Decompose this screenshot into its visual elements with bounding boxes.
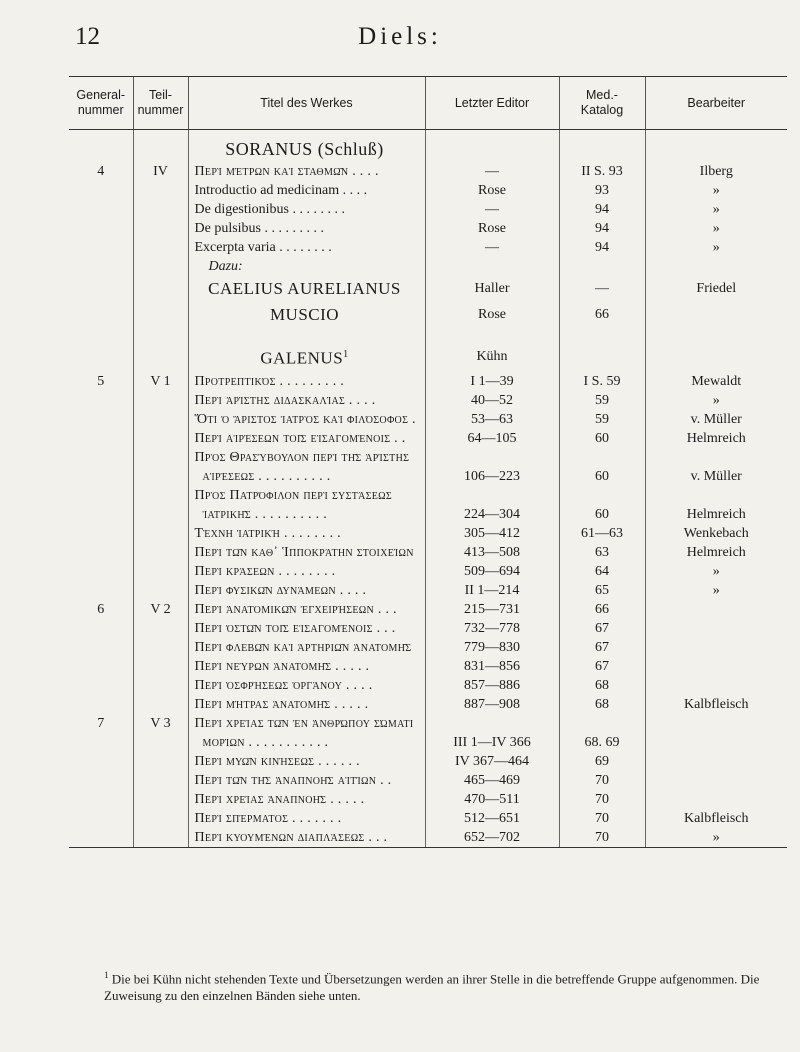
dazu-label: Dazu:: [188, 257, 425, 276]
table-row: [69, 695, 787, 714]
table-row: [69, 562, 787, 581]
col-label: Teil- nummer: [137, 88, 184, 117]
catalog: 94: [559, 200, 645, 219]
catalog: 94: [559, 238, 645, 257]
catalog: 59: [559, 391, 645, 410]
table-row: [69, 581, 787, 600]
catalog: 70: [559, 771, 645, 790]
editor: II 1—214: [425, 581, 559, 600]
editor: 470—511: [425, 790, 559, 809]
editor-assigned: Helmreich: [645, 505, 787, 524]
editor-assigned: »: [645, 238, 787, 257]
work-title: Περὶ φυσικῶν δυνάμεων . . . .: [188, 581, 425, 600]
catalog: II S. 93: [559, 162, 645, 181]
table-row: [69, 809, 787, 828]
section-heading: SORANUS (Schluß): [188, 136, 425, 162]
catalog: 60: [559, 429, 645, 448]
catalog: 68: [559, 676, 645, 695]
work-title: Περὶ ὀσφρήσεως ὀργάνου . . . .: [188, 676, 425, 695]
editor-assigned: »: [645, 200, 787, 219]
editor: 40—52: [425, 391, 559, 410]
table-row: [69, 714, 787, 733]
table-row: [69, 505, 787, 524]
catalog: 67: [559, 638, 645, 657]
work-title: Περὶ αἱρέσεων τοῖς εἰσαγομένοις . .: [188, 429, 425, 448]
catalog: 60: [559, 505, 645, 524]
work-title: Προτρεπτικός . . . . . . . . .: [188, 372, 425, 391]
catalog: —: [559, 276, 645, 302]
part-number: V 3: [133, 714, 188, 733]
editor: III 1—IV 366: [425, 733, 559, 752]
catalog: 68. 69: [559, 733, 645, 752]
table-row: [69, 486, 787, 505]
catalog: 93: [559, 181, 645, 200]
editor: 887—908: [425, 695, 559, 714]
work-title: Περὶ φλεβῶν καὶ ἀρτηριῶν ἀνατομῆς: [188, 638, 425, 657]
col-header-bearbeiter: [645, 77, 787, 130]
section-heading: MUSCIO: [188, 302, 425, 328]
editor: Kühn: [425, 342, 559, 372]
catalog: 65: [559, 581, 645, 600]
work-title-continued: μορίων . . . . . . . . . . .: [188, 733, 425, 752]
dazu-row: [69, 257, 787, 276]
col-label: Titel des Werkes: [260, 95, 353, 110]
running-title: Diels:: [358, 23, 442, 50]
section-soranus: [69, 136, 787, 162]
table-row: [69, 181, 787, 200]
editor: 465—469: [425, 771, 559, 790]
catalog: 59: [559, 410, 645, 429]
editor-assigned: Kalbfleisch: [645, 809, 787, 828]
editor: 224—304: [425, 505, 559, 524]
section-muscio: [69, 302, 787, 328]
work-title: Πρὸς Πατρόφιλον περὶ συστάσεως: [188, 486, 425, 505]
work-title: Πρὸς Θρασύβουλον περὶ τῆς ἀρίστης: [188, 448, 425, 467]
table-row: [69, 638, 787, 657]
general-number: 5: [97, 373, 105, 389]
footnote-text: Die bei Kühn nicht stehenden Texte und Übersetzungen werden an ihrer Stelle in die betreffende Gruppe aufgenommen. Die Zuweisung zu den einzelnen Bänden siehe unten.: [104, 971, 760, 1004]
work-title: De pulsibus . . . . . . . . .: [188, 219, 425, 238]
work-title: Περὶ ὀστῶν τοῖς εἰσαγομένοις . . .: [188, 619, 425, 638]
footnote-mark: 1: [104, 970, 109, 980]
work-title: Ὅτι ὁ ἄριστος ἰατρὸς καὶ φιλόσοφος .: [188, 410, 425, 429]
table-row: [69, 162, 787, 181]
col-label: Letzter Editor: [454, 95, 530, 110]
table-row: [69, 524, 787, 543]
editor: 509—694: [425, 562, 559, 581]
general-number: 4: [97, 164, 105, 179]
editor: 413—508: [425, 543, 559, 562]
footnote-mark: 1: [343, 349, 349, 360]
catalog: 63: [559, 543, 645, 562]
editor: 652—702: [425, 828, 559, 848]
editor-assigned: Wenkebach: [645, 524, 787, 543]
work-title-continued: αἱρέσεως . . . . . . . . . .: [188, 467, 425, 486]
table-row: [69, 619, 787, 638]
work-title: Περὶ ἀρίστης διδασκαλίας . . . .: [188, 391, 425, 410]
col-header-generalnummer: [69, 77, 133, 130]
editor: 857—886: [425, 676, 559, 695]
editor: 732—778: [425, 619, 559, 638]
editor: 831—856: [425, 657, 559, 676]
section-galenus: [69, 342, 787, 372]
section-caelius: [69, 276, 787, 302]
editor: 106—223: [425, 467, 559, 486]
editor: IV 367—464: [425, 752, 559, 771]
editor: Rose: [425, 302, 559, 328]
page-header: [0, 23, 800, 63]
part-number: V 2: [133, 600, 188, 619]
editor-assigned: »: [645, 391, 787, 410]
editor: Haller: [425, 276, 559, 302]
catalog: 67: [559, 657, 645, 676]
work-title: Περὶ χρείας ἀναπνοῆς . . . . .: [188, 790, 425, 809]
catalog-table: [69, 76, 787, 848]
col-label: General- nummer: [76, 88, 126, 117]
work-title: Περὶ κυουμένων διαπλάσεως . . .: [188, 828, 425, 848]
editor-assigned: »: [645, 219, 787, 238]
work-title: De digestionibus . . . . . . . .: [188, 200, 425, 219]
work-title: Περὶ τῶν καθ᾽ Ἱπποκράτην στοιχείων: [188, 543, 425, 562]
editor-assigned: »: [645, 828, 787, 848]
editor: 64—105: [425, 429, 559, 448]
catalog: 70: [559, 828, 645, 848]
table-row: [69, 467, 787, 486]
work-title: Περὶ μέτρων καὶ σταθμῶν . . . .: [188, 162, 425, 181]
table-row: [69, 372, 787, 391]
header-row: [69, 77, 787, 130]
editor-assigned: Helmreich: [645, 429, 787, 448]
editor: 779—830: [425, 638, 559, 657]
editor-assigned: Friedel: [645, 276, 787, 302]
section-heading: [188, 342, 425, 372]
table-row: [69, 676, 787, 695]
catalog: 67: [559, 619, 645, 638]
table-row: [69, 657, 787, 676]
work-title: Περὶ ἀνατομικῶν ἐγχειρήσεων . . .: [188, 600, 425, 619]
editor-assigned: »: [645, 181, 787, 200]
table-row: [69, 238, 787, 257]
table-row: [69, 429, 787, 448]
section-heading: CAELIUS AURELIANUS: [188, 276, 425, 302]
editor-assigned: »: [645, 562, 787, 581]
editor: Rose: [425, 219, 559, 238]
general-number: 6: [97, 601, 105, 617]
table-row: [69, 410, 787, 429]
table-row: [69, 219, 787, 238]
editor: 215—731: [425, 600, 559, 619]
col-label: Bearbeiter: [687, 95, 746, 110]
spacer-row: [69, 328, 787, 342]
work-title: Περὶ κράσεων . . . . . . . .: [188, 562, 425, 581]
col-label: Med.- Katalog: [580, 88, 624, 117]
editor: —: [425, 162, 559, 181]
work-title: Περὶ σπέρματος . . . . . . .: [188, 809, 425, 828]
editor-assigned: Mewaldt: [645, 372, 787, 391]
editor-assigned: Helmreich: [645, 543, 787, 562]
editor: 305—412: [425, 524, 559, 543]
work-title: Περὶ χρείας τῶν ἐν ἀνθρώπου σώματι: [188, 714, 425, 733]
table-row: [69, 733, 787, 752]
table-row: [69, 600, 787, 619]
col-header-katalog: [559, 77, 645, 130]
part-number: IV: [133, 162, 188, 181]
catalog: 61—63: [559, 524, 645, 543]
editor: Rose: [425, 181, 559, 200]
general-number: 7: [97, 715, 105, 731]
catalog: 70: [559, 790, 645, 809]
catalog: 69: [559, 752, 645, 771]
work-title-continued: ἰατρικῆς . . . . . . . . . .: [188, 505, 425, 524]
work-title: Περὶ τῶν τῆς ἀναπνοῆς αἰτίων . .: [188, 771, 425, 790]
editor-assigned: v. Müller: [645, 467, 787, 486]
catalog: I S. 59: [559, 372, 645, 391]
footnote: [104, 967, 788, 1004]
table-row: [69, 790, 787, 809]
editor-assigned: Kalbfleisch: [645, 695, 787, 714]
part-number: V 1: [133, 372, 188, 391]
editor: I 1—39: [425, 372, 559, 391]
catalog: 94: [559, 219, 645, 238]
catalog: 68: [559, 695, 645, 714]
table-row: [69, 752, 787, 771]
catalog: 66: [559, 302, 645, 328]
catalog: 60: [559, 467, 645, 486]
table-row: [69, 200, 787, 219]
editor: —: [425, 238, 559, 257]
catalog: 66: [559, 600, 645, 619]
table-row: [69, 391, 787, 410]
page-number: 12: [75, 23, 100, 50]
editor-assigned: v. Müller: [645, 410, 787, 429]
editor: —: [425, 200, 559, 219]
work-title: Excerpta varia . . . . . . . .: [188, 238, 425, 257]
work-title: Introductio ad medicinam . . . .: [188, 181, 425, 200]
col-header-teilnummer: [133, 77, 188, 130]
table-row: [69, 448, 787, 467]
work-title: Περὶ μήτρας ἀνατομῆς . . . . .: [188, 695, 425, 714]
editor-assigned: »: [645, 581, 787, 600]
table-row: [69, 543, 787, 562]
work-title: Περὶ νεύρων ἀνατομῆς . . . . .: [188, 657, 425, 676]
editor: 512—651: [425, 809, 559, 828]
editor-assigned: Ilberg: [645, 162, 787, 181]
table-row: [69, 828, 787, 848]
table-row: [69, 771, 787, 790]
work-title: Τέχνη ἰατρική . . . . . . . .: [188, 524, 425, 543]
galenus-label: GALENUS: [260, 348, 344, 368]
catalog: 64: [559, 562, 645, 581]
col-header-titel: [188, 77, 425, 130]
work-title: Περὶ μυῶν κινήσεως . . . . . .: [188, 752, 425, 771]
catalog: 70: [559, 809, 645, 828]
editor: 53—63: [425, 410, 559, 429]
col-header-editor: [425, 77, 559, 130]
